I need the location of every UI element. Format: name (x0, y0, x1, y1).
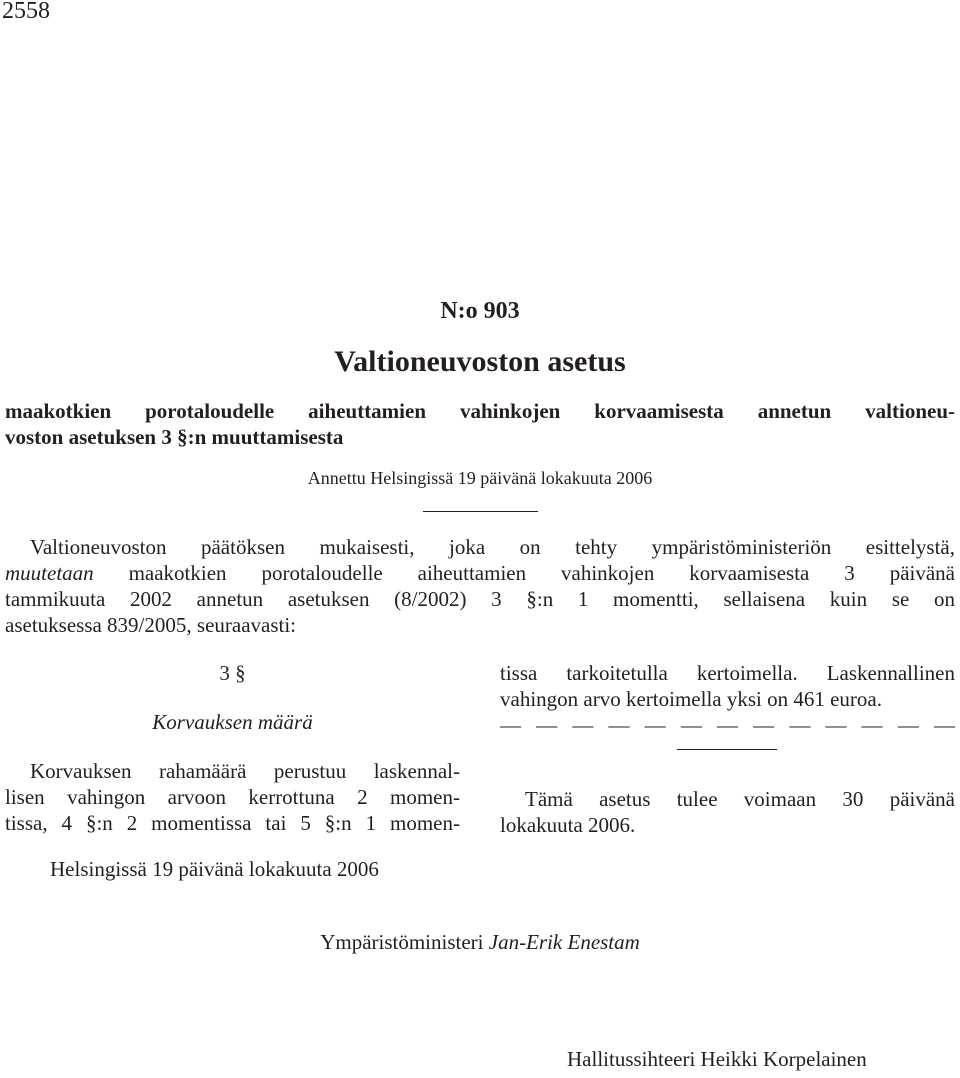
minister-signature (0, 930, 960, 955)
preamble-line-4: asetuksessa 839/2005, seuraavasti: (5, 613, 297, 637)
issued-date: Annettu Helsingissä 19 päivänä lokakuuta 2006 (307, 468, 653, 488)
page-number: 2558 (2, 0, 50, 24)
entry-into-force-line-1: Tämä asetus tulee voimaan 30 päivänä (525, 787, 955, 811)
section-heading: 3 § (219, 661, 246, 685)
subtitle-line-2: voston asetuksen 3 §:n muuttamisesta (5, 425, 344, 449)
section-title: Korvauksen määrä (152, 710, 313, 734)
minister-name: Jan-Erik Enestam (488, 930, 640, 954)
entry-into-force-line-2: lokakuuta 2006. (500, 813, 636, 837)
omission-dashes: — — — — — — — — — — — — — (500, 713, 955, 737)
page-title: Valtioneuvoston asetus (334, 345, 626, 378)
preamble-line-1: Valtioneuvoston päätöksen mukaisesti, joka on tehty ympäristöministeriön esittelystä, (30, 535, 955, 559)
preamble-line-3: tammikuuta 2002 annetun asetuksen (8/2002) 3 §:n 1 momentti, sellaisena kuin se on (5, 587, 955, 611)
minister-title: Ympäristöministeri (320, 930, 484, 954)
section-divider (677, 749, 777, 750)
section-text-line-1: Korvauksen rahamäärä perustuu laskennal- (30, 759, 460, 783)
section-text-line-2: lisen vahingon arvoon kerrottuna 2 momen- (5, 785, 460, 809)
statute-number: N:o 903 (440, 298, 520, 324)
statute-subtitle (5, 398, 955, 450)
signature-date: Helsingissä 19 päivänä lokakuuta 2006 (50, 857, 379, 881)
subtitle-line-1: maakotkien porotaloudelle aiheuttamien vahinkojen korvaamisesta annetun valtioneu- (5, 399, 955, 423)
secretary-signature: Hallitussihteeri Heikki Korpelainen (567, 1047, 867, 1071)
preamble-verb: muutetaan (5, 561, 94, 585)
preamble-line-2-rest: maakotkien porotaloudelle aiheuttamien vahinkojen korvaamisesta 3 päivänä (93, 561, 955, 585)
header-divider (423, 511, 538, 512)
section-text-line-5: vahingon arvo kertoimella yksi on 461 euroa. (500, 687, 882, 711)
section-text-line-4: tissa tarkoitetulla kertoimella. Laskennallinen (500, 661, 955, 685)
preamble-line-2 (5, 560, 955, 586)
section-text-line-3: tissa, 4 §:n 2 momentissa tai 5 §:n 1 momen- (5, 811, 460, 835)
